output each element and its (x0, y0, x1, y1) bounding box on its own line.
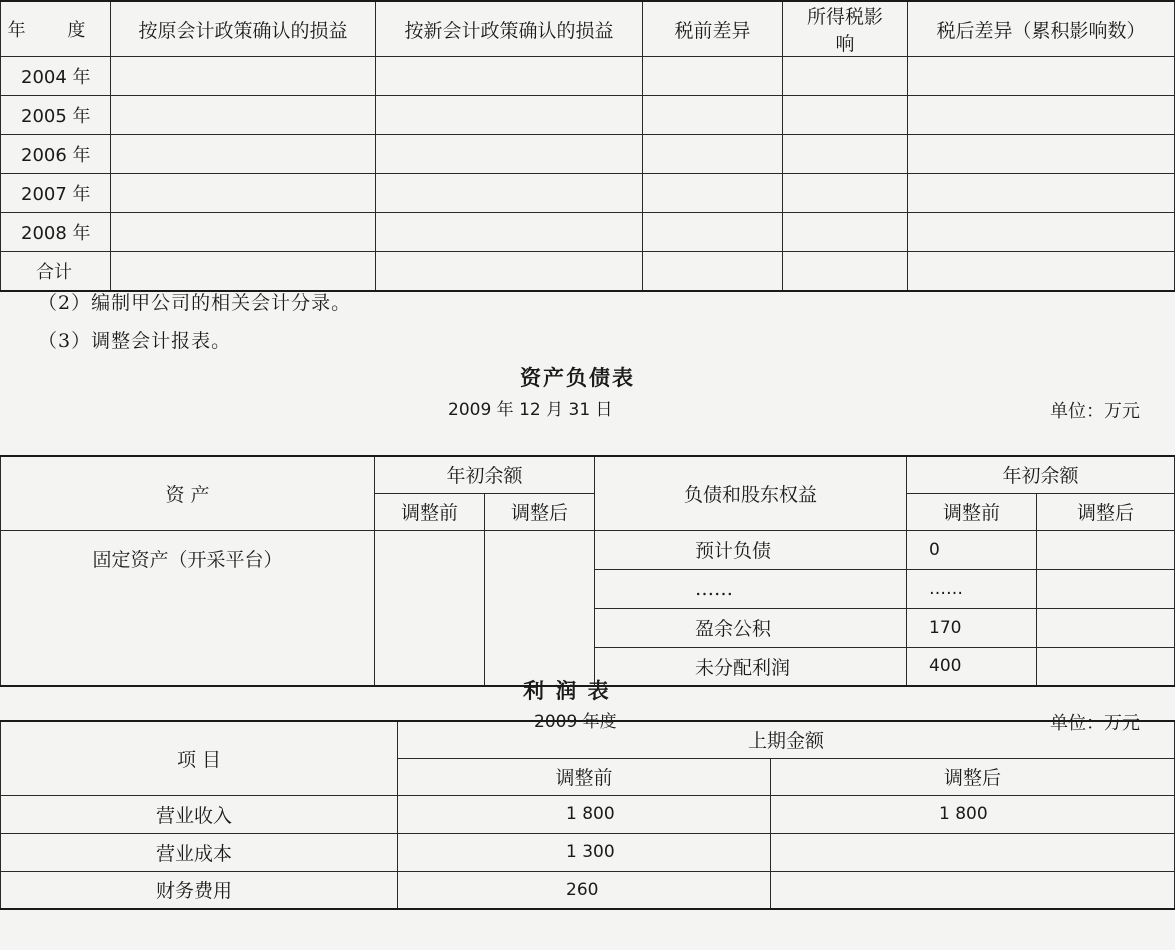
balance-sheet-title: 资产负债表 (520, 365, 635, 390)
cell (643, 96, 783, 135)
header-opening-right: 年初余额 (907, 456, 1175, 493)
asset-item: 固定资产（开采平台） (1, 530, 375, 686)
table-row (1, 213, 1175, 252)
header-year: 年 度 (1, 1, 111, 57)
cell (111, 252, 376, 291)
header-item: 项 目 (1, 721, 398, 795)
cell (1037, 647, 1175, 686)
cell (643, 252, 783, 291)
cell (376, 96, 643, 135)
cell (783, 96, 908, 135)
header-tax-effect: 所得税影响 (783, 1, 908, 57)
cell (376, 135, 643, 174)
table-row (1, 833, 1175, 871)
cell (783, 135, 908, 174)
question-3: （3）调整会计报表。 (38, 330, 232, 352)
liability-before: 170 (907, 608, 1037, 647)
balance-sheet-unit: 单位：万元 (1050, 401, 1140, 422)
item-after: 1 800 (771, 795, 1175, 833)
row-year: 2008 年 (1, 213, 111, 252)
table-row (1, 174, 1175, 213)
liability-before: 0 (907, 530, 1037, 569)
table-header-row (1, 1, 1175, 57)
row-year: 2006 年 (1, 135, 111, 174)
liability-label: 未分配利润 (595, 647, 907, 686)
cell (908, 57, 1175, 96)
table-row (1, 96, 1175, 135)
cell (111, 96, 376, 135)
cell (376, 252, 643, 291)
cell (376, 213, 643, 252)
cell (111, 135, 376, 174)
question-2: （2）编制甲公司的相关会计分录。 (38, 292, 352, 314)
item-before: 1 300 (398, 833, 771, 871)
row-year: 2007 年 (1, 174, 111, 213)
header-before-left: 调整前 (375, 493, 485, 530)
cell (908, 252, 1175, 291)
cell (111, 57, 376, 96)
cell (643, 57, 783, 96)
cell (1037, 608, 1175, 647)
item-before: 1 800 (398, 795, 771, 833)
cell (643, 174, 783, 213)
header-before-right: 调整前 (907, 493, 1037, 530)
cell (783, 174, 908, 213)
cell (375, 530, 485, 686)
balance-sheet-date: 2009 年 12 月 31 日 (448, 400, 613, 420)
liability-label: …… (595, 569, 907, 608)
item-label: 营业收入 (1, 795, 398, 833)
liability-before: 400 (907, 647, 1037, 686)
liability-before: …… (907, 569, 1037, 608)
row-year: 2004 年 (1, 57, 111, 96)
row-year: 2005 年 (1, 96, 111, 135)
header-opening-left: 年初余额 (375, 456, 595, 493)
balance-sheet-table (0, 455, 1175, 687)
income-statement-unit: 单位：万元 (1050, 713, 1140, 734)
cell (908, 135, 1175, 174)
header-after-right: 调整后 (1037, 493, 1175, 530)
table-row (1, 871, 1175, 909)
cell (376, 57, 643, 96)
table-row (1, 795, 1175, 833)
income-statement-period: 2009 年度 (534, 712, 617, 732)
cell (783, 252, 908, 291)
cell (111, 213, 376, 252)
header-after-left: 调整后 (485, 493, 595, 530)
cell (643, 135, 783, 174)
table-row (1, 135, 1175, 174)
header-prior-period: 上期金额 (398, 721, 1175, 758)
table-row (1, 57, 1175, 96)
item-label: 营业成本 (1, 833, 398, 871)
cell (643, 213, 783, 252)
cell (908, 213, 1175, 252)
cell (376, 174, 643, 213)
header-after: 调整后 (771, 758, 1175, 795)
item-before: 260 (398, 871, 771, 909)
cell (1037, 530, 1175, 569)
header-old-policy: 按原会计政策确认的损益 (111, 1, 376, 57)
cell (111, 174, 376, 213)
header-new-policy: 按新会计政策确认的损益 (376, 1, 643, 57)
income-statement-table (0, 720, 1175, 910)
header-liabilities: 负债和股东权益 (595, 456, 907, 530)
header-before: 调整前 (398, 758, 771, 795)
header-assets: 资 产 (1, 456, 375, 530)
liability-label: 预计负债 (595, 530, 907, 569)
item-label: 财务费用 (1, 871, 398, 909)
item-after (771, 833, 1175, 871)
table-row (1, 252, 1175, 291)
cell (908, 96, 1175, 135)
income-statement-title: 利 润 表 (523, 678, 611, 703)
cell (1037, 569, 1175, 608)
cumulative-effect-table (0, 0, 1175, 292)
item-after (771, 871, 1175, 909)
table-header-row (1, 721, 1175, 758)
cell (783, 213, 908, 252)
cell (485, 530, 595, 686)
header-pretax-diff: 税前差异 (643, 1, 783, 57)
cell (908, 174, 1175, 213)
header-aftertax-diff: 税后差异（累积影响数） (908, 1, 1175, 57)
liability-label: 盈余公积 (595, 608, 907, 647)
table-header-row (1, 456, 1175, 493)
table-row (1, 530, 1175, 569)
cell (783, 57, 908, 96)
row-total: 合计 (1, 252, 111, 291)
